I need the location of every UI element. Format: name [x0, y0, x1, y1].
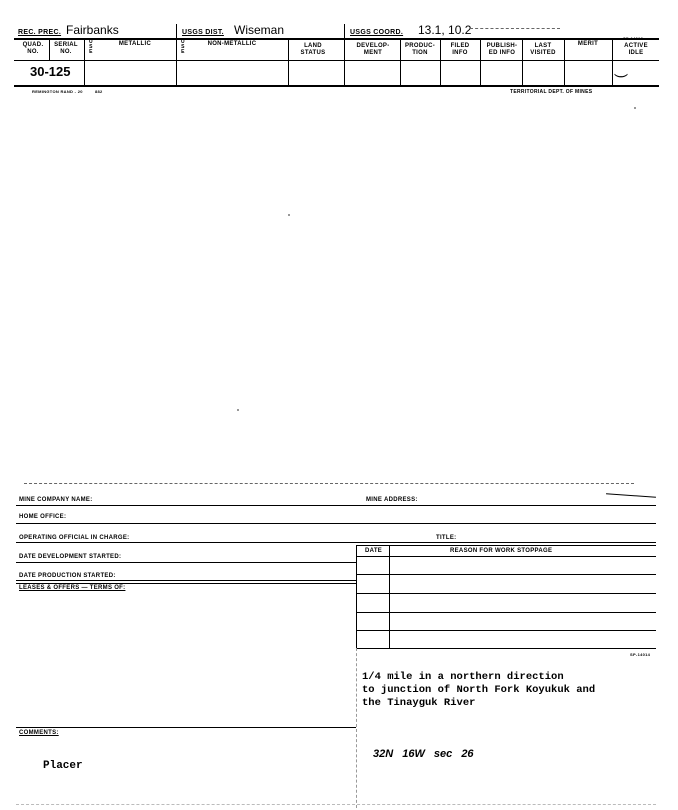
col-use: U S E — [89, 39, 93, 55]
title-label: TITLE: — [436, 535, 457, 541]
comments-top-rule — [16, 727, 356, 728]
location-line-1: 1/4 mile in a northern direction — [362, 671, 564, 683]
comments-label: COMMENTS: — [19, 730, 59, 736]
col-line-11 — [612, 39, 613, 85]
col-serial-no: SERIAL NO. — [54, 42, 78, 55]
stoppage-divider — [389, 545, 390, 648]
location-line-3: the Tinayguk River — [362, 697, 476, 709]
row-rule-production-2 — [16, 583, 356, 584]
col-line-8 — [480, 39, 481, 85]
col-use-2: U S E — [181, 39, 185, 55]
row-rule-official — [16, 542, 656, 543]
bottom-form-code: SP-14014 — [630, 652, 651, 657]
bottom-top-dash — [24, 483, 634, 484]
quad-serial-value: 30-125 — [30, 64, 71, 79]
stoppage-row-5 — [356, 648, 656, 649]
usgs-coord-value: 13.1, 10.2 — [418, 23, 472, 37]
col-development: DEVELOP- MENT — [356, 43, 390, 56]
location-description — [362, 671, 595, 710]
col-line-9 — [522, 39, 523, 85]
header-divider-2 — [344, 24, 345, 38]
bottom-edge-dash — [16, 804, 656, 805]
usgs-dist-label: USGS DIST. — [182, 29, 224, 36]
stoppage-row-1 — [356, 574, 656, 575]
col-metallic: METALLIC — [118, 41, 152, 47]
col-line-6 — [400, 39, 401, 85]
row-rule-production — [16, 580, 356, 581]
col-line-2 — [84, 39, 85, 85]
col-line-1 — [49, 39, 50, 61]
top-column-rule — [14, 60, 659, 61]
col-published-info: PUBLISH- ED INFO — [486, 43, 518, 56]
location-line-2: to junction of North Fork Koyukuk and — [362, 684, 596, 696]
top-form-code: SP-14013 — [623, 36, 644, 41]
col-non-metallic: NON-METALLIC — [207, 41, 257, 47]
col-land-status: LAND STATUS — [300, 43, 326, 56]
row-rule-development — [16, 562, 356, 563]
col-quad-no: QUAD. NO. — [22, 42, 44, 55]
bottom-top-curve-right — [606, 493, 656, 497]
row-rule-official-2 — [356, 545, 656, 546]
stoppage-header-rule — [356, 556, 656, 557]
stoppage-row-4 — [356, 630, 656, 631]
stoppage-date-header: DATE — [365, 548, 383, 554]
bottom-right-divider — [356, 648, 357, 808]
header-divider-1 — [176, 24, 177, 38]
legal-description: 32N 16W sec 26 — [373, 748, 474, 760]
row-rule-company — [16, 505, 656, 506]
stoppage-reason-header: REASON FOR WORK STOPPAGE — [450, 548, 553, 554]
speck — [288, 214, 290, 216]
speck — [634, 107, 636, 109]
col-merit: MERIT — [577, 41, 599, 47]
top-bottom-rule — [14, 85, 659, 87]
col-last-visited: LAST VISITED — [530, 43, 556, 56]
col-active-idle: ACTIVE IDLE — [624, 43, 648, 56]
top-footer-left-code: 882 — [95, 89, 103, 94]
operating-official-label: OPERATING OFFICIAL IN CHARGE: — [19, 535, 130, 541]
stoppage-row-3 — [356, 612, 656, 613]
rec-prec-label: REC. PREC. — [18, 29, 62, 36]
col-line-5 — [344, 39, 345, 85]
mine-address-label: MINE ADDRESS: — [366, 497, 418, 503]
stoppage-left — [356, 545, 357, 648]
top-footer-left: REMINGTON RAND - 20 — [32, 89, 83, 94]
mine-company-name-label: MINE COMPANY NAME: — [19, 497, 93, 503]
stoppage-row-2 — [356, 593, 656, 594]
col-filed-info: FILED INFO — [450, 43, 470, 56]
date-development-label: DATE DEVELOPMENT STARTED: — [19, 554, 122, 560]
leases-label: LEASES & OFFERS — TERMS OF: — [19, 585, 126, 591]
usgs-dist-value: Wiseman — [234, 23, 285, 37]
col-line-10 — [564, 39, 565, 85]
comment-value: Placer — [43, 760, 83, 772]
col-line-7 — [440, 39, 441, 85]
home-office-label: HOME OFFICE: — [19, 514, 67, 520]
col-production: PRODUC- TION — [404, 43, 436, 56]
active-mark: ) — [614, 73, 631, 79]
rec-prec-value: Fairbanks — [66, 23, 119, 37]
speck — [237, 409, 239, 411]
header-dash-right — [470, 28, 560, 29]
top-footer-right: TERRITORIAL DEPT. OF MINES — [510, 89, 593, 95]
row-rule-home — [16, 523, 656, 524]
usgs-coord-label: USGS COORD. — [350, 29, 404, 36]
top-header-rule — [14, 38, 659, 40]
date-production-label: DATE PRODUCTION STARTED: — [19, 573, 116, 579]
col-line-3 — [176, 39, 177, 85]
col-line-4 — [288, 39, 289, 85]
